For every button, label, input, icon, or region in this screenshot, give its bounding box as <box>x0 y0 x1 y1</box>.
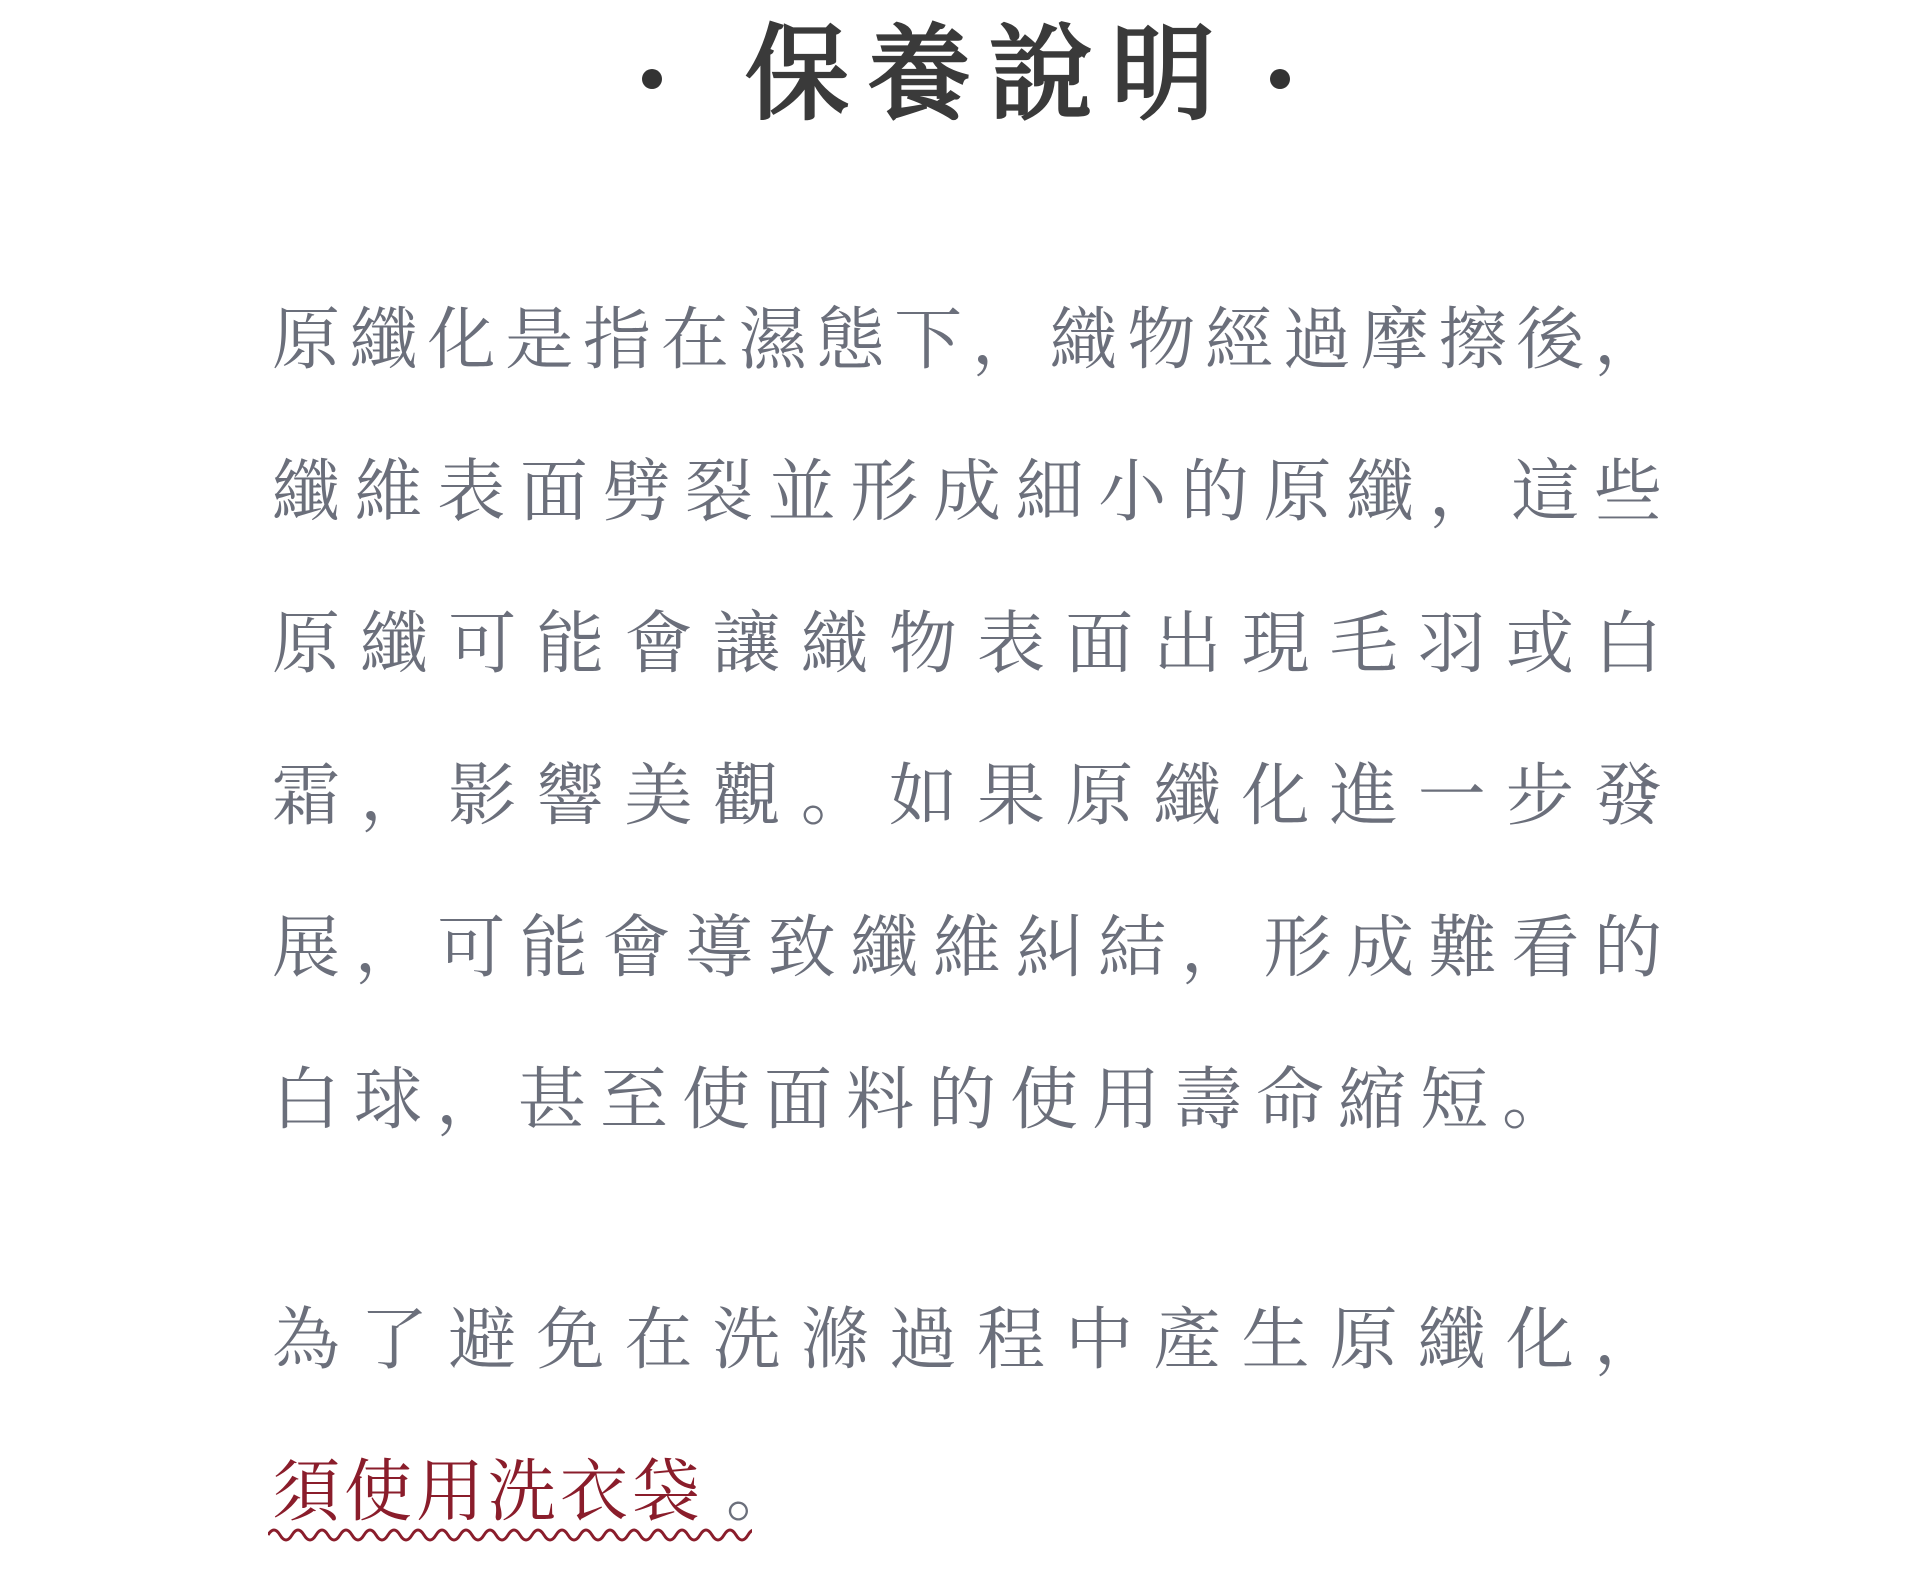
header <box>0 0 1920 150</box>
paragraph-line: 展，可能會導致纖維糾結，形成難看的 <box>272 909 1662 988</box>
paragraph-line: 白球，甚至使面料的使用壽命縮短。 <box>272 1061 1585 1140</box>
page-title: 保養說明 <box>745 12 1234 135</box>
wavy-underline <box>268 1523 752 1547</box>
period-mark: 。 <box>726 1453 809 1532</box>
paragraph-line: 原纖可能會讓織物表面出現毛羽或白 <box>272 605 1662 684</box>
paragraph-line: 纖維表面劈裂並形成細小的原纖，這些 <box>272 453 1662 532</box>
description-paragraph <box>272 265 1662 1177</box>
paragraph-line: 霜，影響美觀。如果原纖化進一步發 <box>272 757 1662 836</box>
paragraph-line: 原纖化是指在濕態下，織物經過摩擦後， <box>272 301 1662 380</box>
paragraph-line: 為了避免在洗滌過程中產生原纖化， <box>272 1301 1662 1380</box>
bullet-dot-right <box>1270 69 1290 89</box>
highlight-laundry-bag: 須使用洗衣袋 <box>272 1453 705 1532</box>
bullet-dot-left <box>642 69 662 89</box>
